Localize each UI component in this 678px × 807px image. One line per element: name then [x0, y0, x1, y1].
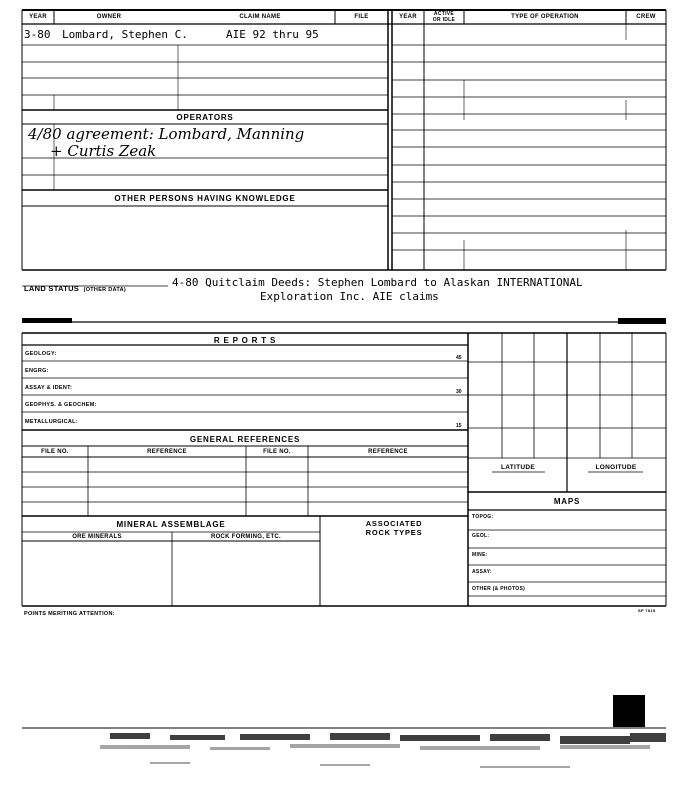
map-geol-label: GEOL:	[472, 533, 490, 539]
map-topog-label: TOPOG:	[472, 514, 494, 520]
land-status-line1: 4-80 Quitclaim Deeds: Stephen Lombard to Alaskan INTERNATIONAL	[172, 276, 583, 289]
header-year: YEAR	[29, 14, 47, 20]
general-references-title: GENERAL REFERENCES	[189, 435, 301, 444]
form-number: SP 7815	[638, 608, 656, 613]
associated-rock-types-line1: ASSOCIATED	[365, 519, 423, 528]
rock-forming-header: ROCK FORMING, ETC.	[210, 534, 282, 540]
longitude-label: LONGITUDE	[595, 464, 637, 471]
report-metallurgical-num: 15	[456, 423, 462, 429]
map-other-photos-label: OTHER (& PHOTOS)	[472, 586, 526, 592]
report-assay-label: ASSAY & IDENT:	[25, 385, 73, 391]
mineral-assemblage-title: MINERAL ASSEMBLAGE	[116, 520, 226, 529]
header-owner: OWNER	[96, 14, 122, 20]
header-file: FILE	[354, 14, 369, 20]
ref-header-file-no-2: FILE NO.	[263, 449, 291, 455]
map-mine-label: MINE:	[472, 552, 488, 558]
land-status-title: LAND STATUS	[24, 284, 80, 293]
report-geophys-label: GEOPHYS. & GEOCHEM:	[25, 402, 97, 408]
land-status-label	[24, 278, 126, 296]
associated-rock-types-title	[320, 519, 468, 537]
operators-handwritten-line1: 4/80 agreement: Lombard, Manning	[28, 125, 305, 143]
report-engrg-label: ENGRG:	[25, 368, 49, 374]
report-geology-num: 45	[456, 355, 462, 361]
row1-owner: Lombard, Stephen C.	[62, 28, 188, 41]
other-persons-title: OTHER PERSONS HAVING KNOWLEDGE	[114, 194, 296, 203]
maps-title: MAPS	[553, 497, 581, 506]
ref-header-reference-2: REFERENCE	[368, 449, 408, 455]
report-metallurgical-label: METALLURGICAL:	[25, 419, 78, 425]
points-meriting-attention: POINTS MERITING ATTENTION:	[24, 611, 115, 617]
header-type-of-operation: TYPE OF OPERATION	[511, 14, 579, 20]
header-claim-name: CLAIM NAME	[239, 14, 281, 20]
ref-header-reference-1: REFERENCE	[147, 449, 187, 455]
reports-title: R E P O R T S	[213, 336, 277, 345]
operators-title: OPERATORS	[176, 113, 234, 122]
latitude-label: LATITUDE	[500, 464, 536, 471]
header-crew: CREW	[636, 14, 656, 20]
associated-rock-types-line2: ROCK TYPES	[365, 528, 423, 537]
report-assay-num: 30	[456, 389, 462, 395]
land-status-sublabel: (OTHER DATA)	[83, 287, 127, 293]
operators-handwritten-line2: + Curtis Zeak	[50, 142, 157, 160]
map-assay-label: ASSAY:	[472, 569, 492, 575]
report-geology-label: GEOLOGY:	[25, 351, 57, 357]
ref-header-file-no-1: FILE NO.	[41, 449, 69, 455]
header-year-right: YEAR	[399, 14, 417, 20]
header-active-or-idle: ACTIVE OR IDLE	[432, 11, 456, 23]
row1-claim-name: AIE 92 thru 95	[226, 28, 319, 41]
land-status-line2: Exploration Inc. AIE claims	[260, 290, 439, 303]
ore-minerals-header: ORE MINERALS	[72, 534, 122, 540]
row1-year: 3-80	[24, 28, 51, 41]
